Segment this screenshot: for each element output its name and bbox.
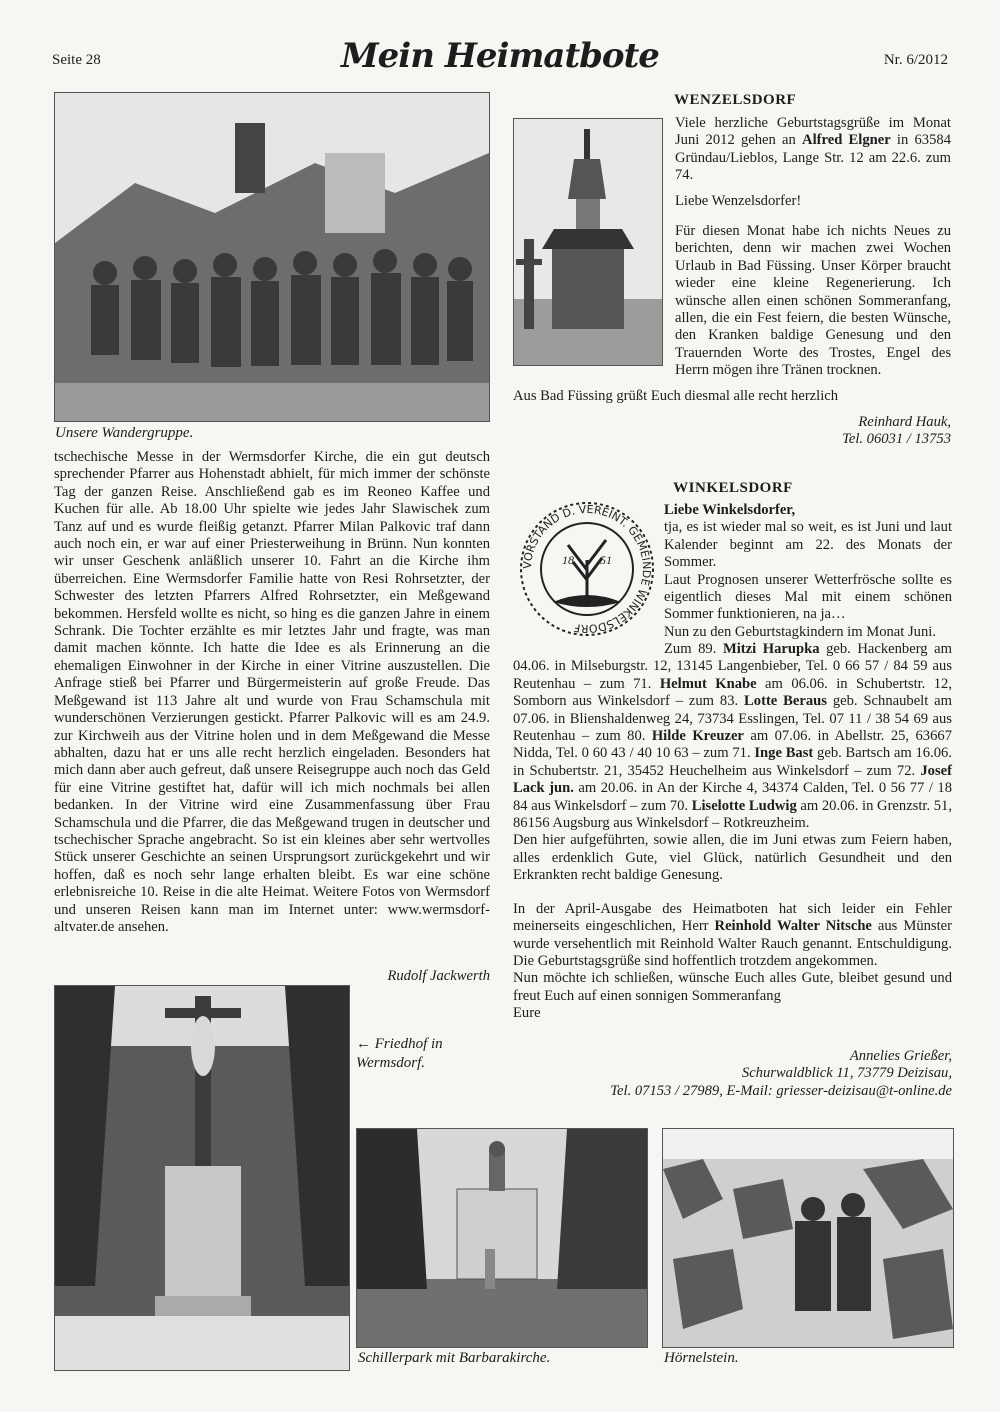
winkelsdorf-closing: Nun möchte ich schließen, wünsche Euch alles Gute, bleibet gesund und freut Euch auf einen sonnigen Sommeranfang [513,970,952,1004]
winkelsdorf-p1: tja, es ist wieder mal so weit, es ist Juni und laut Kalender beginnt am 22. des Monats der Sommer. [664,519,952,571]
svg-text:51: 51 [600,553,612,567]
page-number: Seite 28 [52,52,101,68]
heading-wenzelsdorf: WENZELSDORF [674,92,797,108]
winkelsdorf-p2: Laut Prognosen unserer Wetterfrösche sollte es eigentlich dieses Mal mit einem schönen Sommer funktionieren, na ja… [664,571,952,623]
author-signature: Rudolf Jackwerth [387,968,490,984]
wenzelsdorf-intro [675,115,951,210]
article-body: tschechische Messe in der Wermsdorfer Kirche, die ein gut deutsch sprechender Pfarrer aus Hohenstadt abhielt, für mich immer der schönste Tag der ganzen Reise. Anschließend gab es im Reoneo Kaffee und Kuchen für alle. Ab 18.00 Uhr spielte wie jedes Jahr Slawischek zum Tanz auf und es wurde fleißig getanzt. Pfarrer Milan Palkovic traf dann auch noch ein, er war auf einer Priesterweihung in Brünn. Nun konnten wir unser Geschenk anläßlich unserer 10. Fahrt an die Kirche ihm überreichen. Eine Wermsdorfer Familie hatte von Resi Rohrsetzter, der Schwester des letzten Pfarrers Alfred Rohrsetzter, ein Meßgewand bekommen. Hersfeld wollte es nicht, so hing es die ganzen Jahre in einem Schrank. Die Tochter erzählte es mir letztes Jahr und fragte, was man damit machen könnte. Ich hatte die Idee es als Erinnerung an die ehemaligen Einwohner in der Kirche in einer Vitrine auszustellen. Die Anfrage stieß bei Pfarrer und Bürgermeisterin auf große Freude. Das Meßgewand ist 113 Jahre alt und wurde von Frau Schamschula mit wunderschönen Verzierungen gestickt. Pfarrer Palkovic will es am 24.9. zur Kirchweih aus der Vitrine holen und in dem Meßgewand die Messe abhalten, dazu hat er uns alle recht herzlich eingeladen. Besonders hat mich dann aber auch gefreut, daß unsere Reisegruppe auch noch das Geld für eine Vitrine gestiftet hat, dafür will ich mich nochmals bei allen bedanken. In der Vitrine wird eine Zusammenfassung über Frau Schamschula und die Pfarrer, die das Meßgewand trugen in deutscher und tschechischer Sprache angebracht. So ist ein kleines aber sehr wertvolles Stück unserer Geschichte an seinen Ursprungsort zurückgekehrt und wir hoffen, daß es noch sehr lange erhalten bleibt. Es war eine schöne erlebnisreiche 10. Reise in die alte Heimat. Weitere Fotos von Wermsdorf und unseren Reisen kann man im Internet unter: www.wermsdorf-altvater.de ansehen. [54,449,490,935]
arrow-left-icon: ← [356,1036,371,1052]
svg-text:VORSTAND D. VEREINT. GEMEINDE: VORSTAND D. VEREINT. GEMEINDE WINKELSDORF [520,502,654,636]
winkelsdorf-eure: Eure [513,1005,541,1022]
winkelsdorf-intro [664,502,952,641]
winkelsdorf-p3: Nun zu den Geburtstagkindern im Monat Juni. [664,623,936,640]
masthead-logo: Mein Heimatbote [341,36,659,76]
issue-number: Nr. 6/2012 [883,52,948,68]
photo-hiking-group [54,92,490,422]
village-seal [518,500,656,638]
winkelsdorf-greeting: Liebe Winkelsdorfer, [664,502,796,518]
winkelsdorf-signature: Annelies Grießer, Schurwaldblick 11, 73779 Deizisau, Tel. 07153 / 27989, E-Mail: griesser-deizisau@t-online.de [610,1048,952,1099]
photo-cemetery [54,985,350,1371]
winkelsdorf-wishes: Den hier aufgeführten, sowie allen, die im Juni etwas zum Feiern haben, alles erdenklich Gute, viel Glück, natürlich Gesundheit und den Erkrankten recht baldige Genesung. [513,832,952,884]
svg-text:18: 18 [562,553,574,567]
photo-schillerpark [356,1128,648,1348]
caption-hiking-group: Unsere Wandergruppe. [55,425,194,441]
wenzelsdorf-signature: Reinhard Hauk, Tel. 06031 / 13753 [842,414,951,448]
birthday-name: Alfred Elgner [802,132,891,149]
birthday-greeting: Viele herzliche Geburtstagsgrüße im Monat Juni 2012 gehen an Alfred Elgner in 63584 Gründau/Lieblos, Lange Str. 12 am 22.6. zum 74. [675,115,951,184]
winkelsdorf-birthdays [513,641,952,1023]
caption-schillerpark: Schillerpark mit Barbarakirche. [358,1350,551,1366]
wenzelsdorf-message: Für diesen Monat habe ich nichts Neues zu berichten, denn wir machen zwei Wochen Urlaub in Bad Füssing. Unser Körper braucht wieder eine kleine Regenerierung. Ich wünsche allen einen schönen Sommeranfang, allen, die ein Fest feiern, die besten Wünsche, den Kranken baldige Genesung und den Trauernden Worte des Trostes, Engel des Herrn mögen ihre Tränen trocknen. [675,223,951,379]
heading-winkelsdorf: WINKELSDORF [673,480,793,496]
birthday-list: Zum 89. Mitzi Harupka geb. Hackenberg am 04.06. in Milseburgstr. 12, 13145 Langenbieber, Tel. 0 66 57 / 84 59 aus Reutenhau – zum 71. Helmut Knabe am 06.06. in Schubertstr. 12, Somborn aus Winkelsdorf – zum 83. Lotte Beraus geb. Schnaubelt am 07.06. in Blienshaldenweg 24, 73734 Esslingen, Tel. 07 11 / 38 54 69 aus Reutenhau – zum 80. Hilde Kreuzer am 07.06. in Abellstr. 25, 63667 Nidda, Tel. 0 60 43 / 40 10 63 – zum 71. Inge Bast geb. Bartsch am 16.06. in Schubertstr. 21, 35452 Heuchelheim aus Winkelsdorf – zum 72. Josef Lack jun. am 20.06. in An der Kirche 4, 34374 Calden, Tel. 0 56 77 / 18 84 aus Winkelsdorf – zum 70. Liselotte Ludwig am 20.06. in Grenzstr. 51, 86156 Augsburg aus Winkelsdorf – Rotkreuzheim. [513,641,953,832]
winkelsdorf-correction: In der April-Ausgabe des Heimatboten hat sich leider ein Fehler meinerseits eingeschlichen, Herr Reinhold Walter Nitsche aus Münster wurde versehentlich mit Reinhold Walter Rauch genannt. Entschuldigung. Die Geburtstagsgrüße sind hoffentlich trotzdem angekommen. [513,900,952,969]
wenzelsdorf-farewell: Aus Bad Füssing grüßt Euch diesmal alle recht herzlich [513,387,839,404]
salutation: Liebe Wenzelsdorfer! [675,192,802,209]
caption-hoernelstein: Hörnelstein. [664,1350,739,1366]
article-wermsdorf [54,449,490,936]
photo-hoernelstein [662,1128,954,1348]
caption-cemetery: ← Friedhof in Wermsdorf. [356,1036,443,1071]
wenzelsdorf-body [513,223,951,405]
